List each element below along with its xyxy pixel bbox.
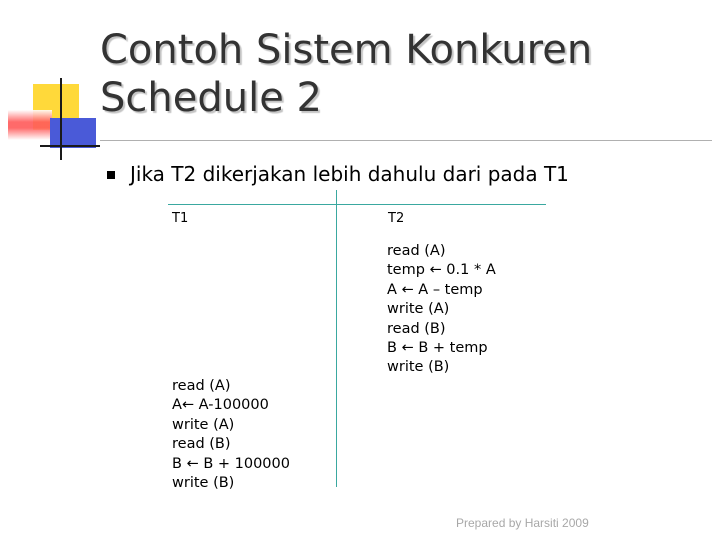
t2-op: write (B) [387, 359, 450, 376]
bullet-text: Jika T2 dikerjakan lebih dahulu dari pada T1 [130, 162, 569, 186]
t1-op: B ← B + 100000 [172, 455, 290, 472]
slide-title [100, 26, 592, 122]
title-line-2: Schedule 2 [100, 75, 322, 121]
footer-credit: Prepared by Harsiti 2009 [456, 516, 589, 530]
t1-op: write (A) [172, 416, 235, 433]
t2-op: read (B) [387, 320, 446, 337]
t2-op: A ← A – temp [387, 281, 483, 298]
schedule-header-rule [168, 204, 546, 205]
column-header-t2: T2 [388, 211, 405, 226]
t1-operations [172, 377, 290, 493]
decor-red-bar [8, 110, 52, 140]
t2-op: temp ← 0.1 * A [387, 262, 496, 279]
t2-op: B ← B + temp [387, 340, 488, 357]
t1-op: write (B) [172, 475, 235, 492]
t2-op: read (A) [387, 243, 446, 259]
schedule-column-divider [336, 190, 337, 487]
column-header-t1: T1 [172, 211, 189, 226]
t1-op: A← A-100000 [172, 397, 269, 414]
decor-vertical-line [60, 78, 62, 160]
bullet-marker [107, 171, 115, 179]
title-underline [100, 140, 712, 141]
decor-blue-square [50, 118, 96, 148]
decor-short-rule [40, 145, 100, 147]
t1-op: read (B) [172, 436, 231, 453]
t1-op: read (A) [172, 378, 231, 394]
title-line-1: Contoh Sistem Konkuren [100, 27, 593, 73]
t2-op: write (A) [387, 301, 450, 318]
t2-operations [387, 242, 496, 378]
